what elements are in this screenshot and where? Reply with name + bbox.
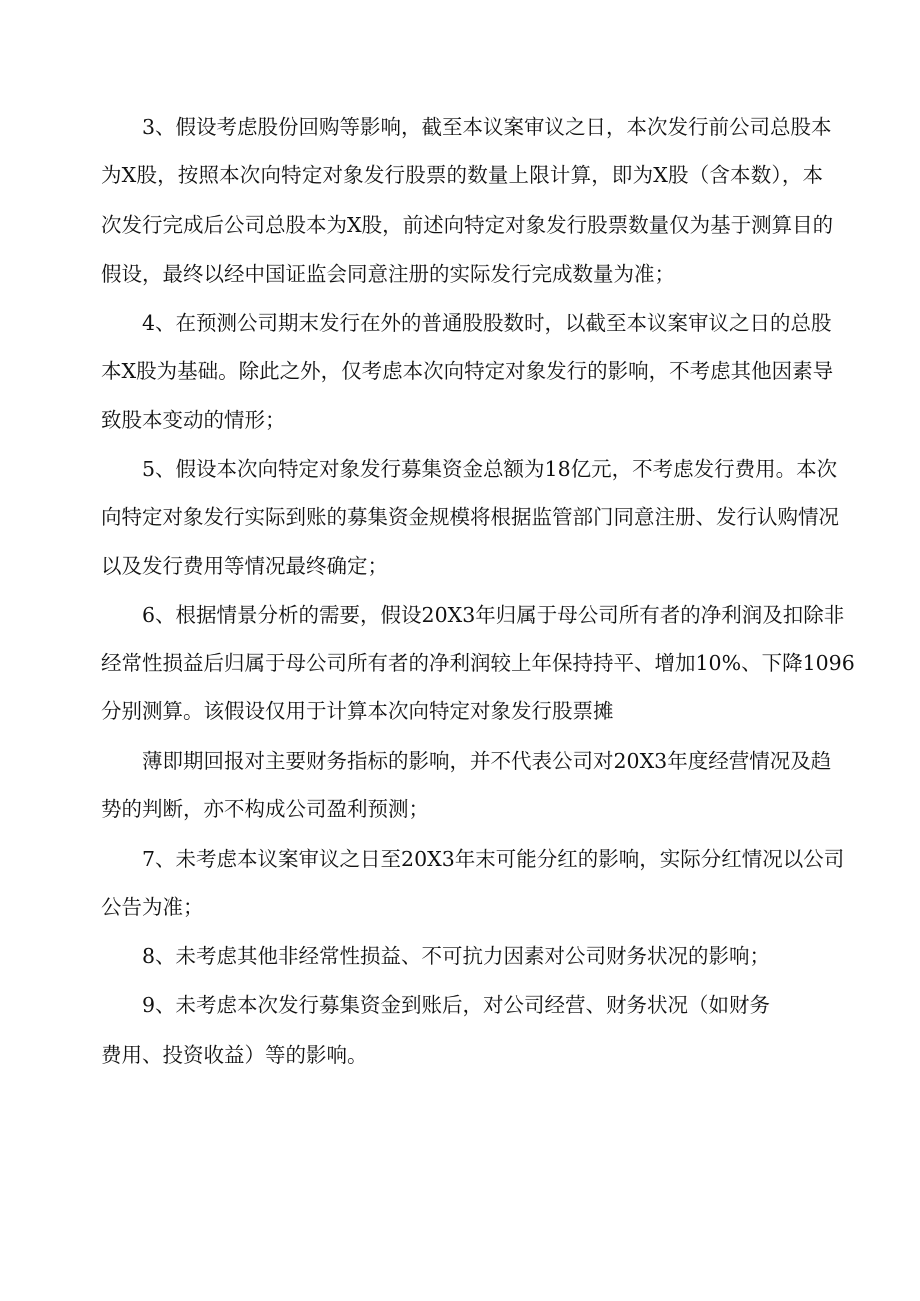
text-line: 3、假设考虑股份回购等影响，截至本议案审议之日，本次发行前公司总股本 (142, 115, 832, 139)
text-line: 致股本变动的情形； (101, 408, 286, 432)
text-line: 9、未考虑本次发行募集资金到账后，对公司经营、财务状况（如财务 (142, 993, 771, 1017)
text-line: 8、未考虑其他非经常性损益、不可抗力因素对公司财务状况的影响； (142, 944, 771, 968)
text-line: 次发行完成后公司总股本为X股，前述向特定对象发行股票数量仅为基于测算目的 (101, 213, 834, 237)
text-line: 为X股，按照本次向特定对象发行股票的数量上限计算，即为X股（含本数），本 (101, 163, 823, 187)
text-line: 假设，最终以经中国证监会同意注册的实际发行完成数量为准； (101, 262, 675, 286)
text-line: 公告为准； (101, 895, 204, 919)
text-line: 以及发行费用等情况最终确定； (101, 554, 388, 578)
text-line: 6、根据情景分析的需要，假设20X3年归属于母公司所有者的净利润及扣除非 (142, 603, 845, 627)
text-line: 薄即期回报对主要财务指标的影响，并不代表公司对20X3年度经营情况及趋 (142, 749, 832, 773)
text-line: 向特定对象发行实际到账的募集资金规模将根据监管部门同意注册、发行认购情况 (101, 505, 839, 529)
text-line: 势的判断，亦不构成公司盈利预测； (101, 797, 429, 821)
text-line: 4、在预测公司期末发行在外的普通股股数时，以截至本议案审议之日的总股 (142, 311, 832, 335)
text-line: 本X股为基础。除此之外，仅考虑本次向特定对象发行的影响，不考虑其他因素导 (101, 359, 834, 383)
text-line: 费用、投资收益）等的影响。 (101, 1043, 368, 1067)
text-line: 7、未考虑本议案审议之日至20X3年末可能分红的影响，实际分红情况以公司 (142, 847, 845, 871)
text-line: 分别测算。该假设仅用于计算本次向特定对象发行股票摊 (101, 699, 614, 723)
text-line: 经常性损益后归属于母公司所有者的净利润较上年保持持平、增加10%、下降1096 (101, 651, 855, 675)
text-line: 5、假设本次向特定对象发行募集资金总额为18亿元，不考虑发行费用。本次 (142, 457, 838, 481)
